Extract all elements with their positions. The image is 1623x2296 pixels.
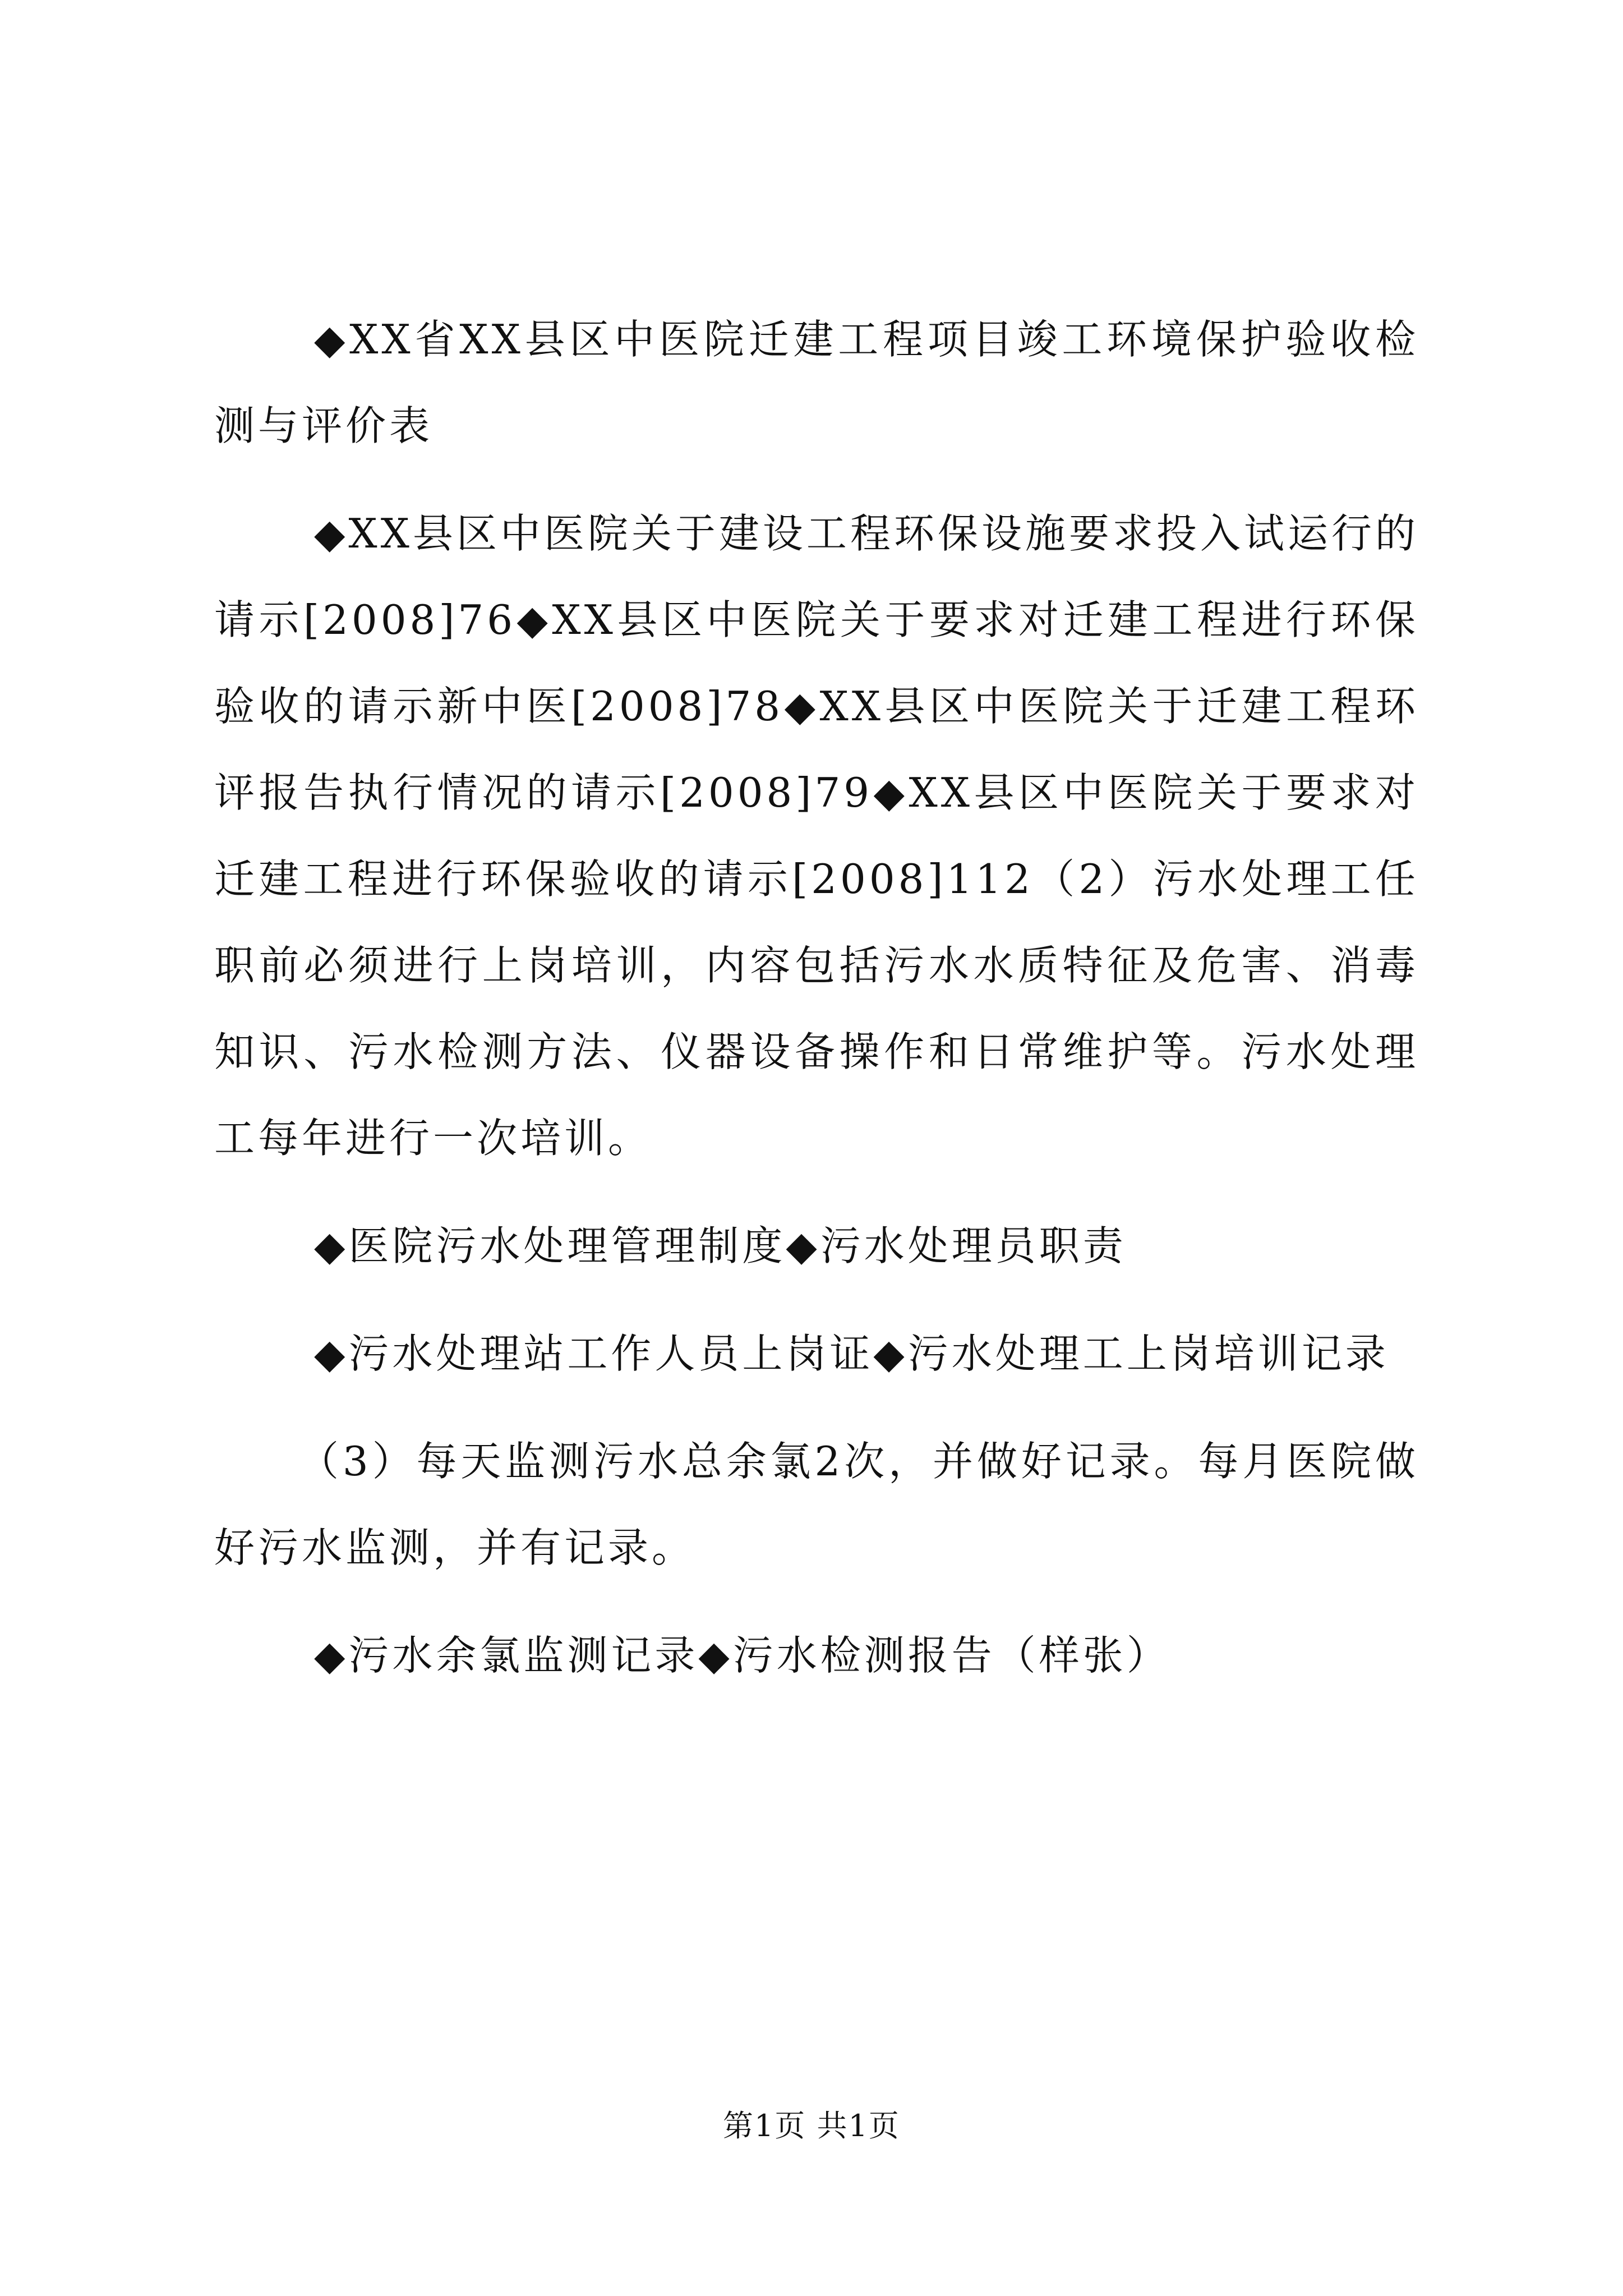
document-body bbox=[214, 296, 1419, 1720]
paragraph-monitoring-records: ◆污水余氯监测记录◆污水检测报告（样张） bbox=[314, 1632, 1170, 1679]
paragraph-requests-and-training: ◆XX县区中医院关于建设工程环保设施要求投入试运行的请示[2008]76◆XX县区中医院关于要求对迁建工程进行环保验收的请示新中医[2008]78◆XX县区中医院关于迁建工程环评报告执行情况的请示[2008]79◆XX县区中医院关于要求对迁建工程进行环保验收的请示[2008]112（2）污水处理工任职前必须进行上岗培训，内容包括污水水质特征及危害、消毒知识、污水检测方法、仪器设备操作和日常维护等。污水处理工每年进行一次培训。 bbox=[214, 510, 1419, 1162]
paragraph-certificates-training-records: ◆污水处理站工作人员上岗证◆污水处理工上岗培训记录 bbox=[314, 1330, 1389, 1377]
paragraph-project-acceptance-table: ◆XX省XX县区中医院迁建工程项目竣工环境保护验收检测与评价表 bbox=[214, 316, 1419, 449]
page-number-footer: 第1页 共1页 bbox=[723, 2108, 900, 2143]
paragraph-monitoring-requirements: （3）每天监测污水总余氯2次，并做好记录。每月医院做好污水监测，并有记录。 bbox=[214, 1438, 1419, 1571]
paragraph-management-system: ◆医院污水处理管理制度◆污水处理员职责 bbox=[314, 1222, 1127, 1269]
